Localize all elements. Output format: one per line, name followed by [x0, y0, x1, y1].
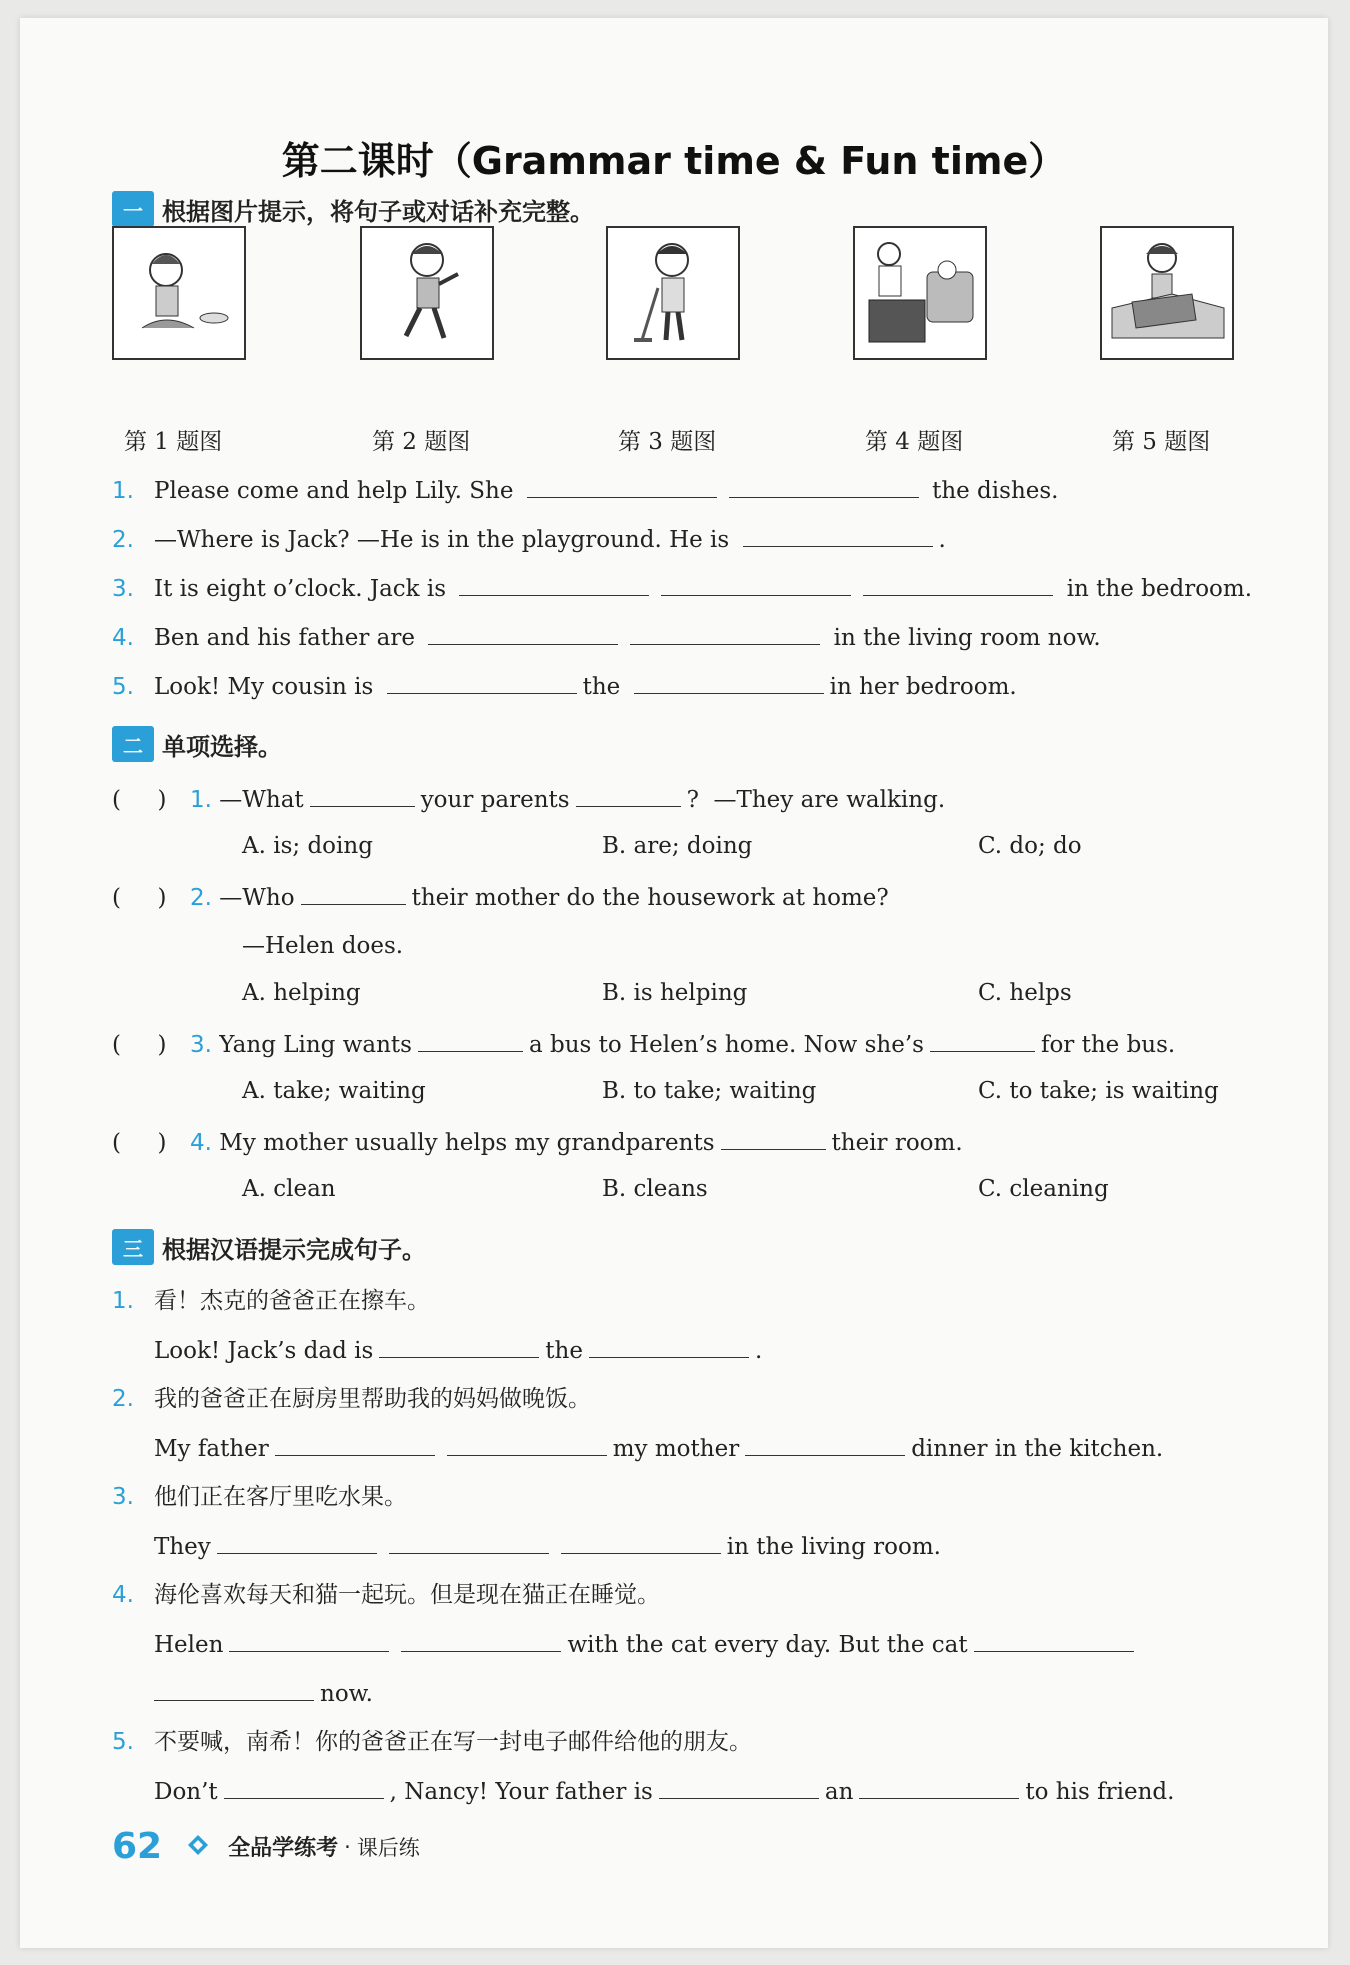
answer-blank[interactable]	[224, 1776, 384, 1799]
section-badge: 二	[112, 726, 154, 762]
picture-1-girl-washing-dishes	[112, 226, 246, 360]
s1-question-5: 5. Look! My cousin is the in her bedroom.	[112, 671, 1017, 702]
s2-question-1: ( ) 1. —What your parents ? —They are walking.	[112, 784, 945, 815]
answer-blank[interactable]	[589, 1335, 749, 1358]
s2-question-3: ( ) 3. Yang Ling wants a bus to Helen’s home. Now she’s for the bus.	[112, 1029, 1175, 1060]
s3-question-3-chinese: 3. 他们正在客厅里吃水果。	[112, 1484, 407, 1510]
answer-blank[interactable]	[561, 1531, 721, 1554]
page-footer	[112, 1826, 420, 1867]
worksheet-page	[20, 18, 1328, 1948]
option-b[interactable]: B. is helping	[602, 980, 748, 1006]
caption-picture-1: 第 1 题图	[124, 429, 223, 455]
s2-question-2: ( ) 2. —Who their mother do the housework at home?	[112, 882, 889, 913]
s1-question-3: 3. It is eight o’clock. Jack is in the bedroom.	[112, 573, 1252, 604]
s3-question-1-english: Look! Jack’s dad is the .	[154, 1335, 762, 1366]
answer-blank[interactable]	[447, 1433, 607, 1456]
s2-question-2-answer: —Helen does.	[242, 933, 404, 959]
answer-blank[interactable]	[401, 1629, 561, 1652]
answer-blank[interactable]	[743, 524, 933, 547]
answer-blank[interactable]	[418, 1029, 523, 1052]
answer-blank[interactable]	[310, 784, 415, 807]
option-c[interactable]: C. cleaning	[978, 1176, 1109, 1202]
s3-question-3-english: They in the living room.	[154, 1531, 941, 1562]
answer-blank[interactable]	[974, 1629, 1134, 1652]
s1-question-2: 2. —Where is Jack? —He is in the playground. He is .	[112, 524, 946, 555]
option-b[interactable]: B. cleans	[602, 1176, 708, 1202]
answer-blank[interactable]	[930, 1029, 1035, 1052]
answer-blank[interactable]	[428, 622, 618, 645]
picture-2-boy-running	[360, 226, 494, 360]
answer-blank[interactable]	[217, 1531, 377, 1554]
answer-blank[interactable]	[659, 1776, 819, 1799]
s3-question-2-english: My father my mother dinner in the kitchen.	[154, 1433, 1163, 1464]
option-a[interactable]: A. is; doing	[242, 833, 373, 859]
answer-blank[interactable]	[527, 475, 717, 498]
section-title: 根据图片提示，将句子或对话补充完整。	[162, 197, 594, 226]
section-1-header	[112, 190, 594, 228]
answer-blank[interactable]	[634, 671, 824, 694]
option-a[interactable]: A. take; waiting	[242, 1078, 426, 1104]
s3-question-1-chinese: 1. 看！杰克的爸爸正在擦车。	[112, 1288, 430, 1314]
picture-5-girl-making-bed	[1100, 226, 1234, 360]
section-badge: 三	[112, 1229, 154, 1265]
answer-blank[interactable]	[863, 573, 1053, 596]
section-title: 根据汉语提示完成句子。	[162, 1235, 426, 1264]
option-a[interactable]: A. helping	[242, 980, 361, 1006]
s3-question-4-english: Helen with the cat every day. But the cat	[154, 1629, 1140, 1660]
answer-blank[interactable]	[745, 1433, 905, 1456]
s2-question-4: ( ) 4. My mother usually helps my grandparents their room.	[112, 1127, 963, 1158]
s3-question-4-chinese: 4. 海伦喜欢每天和猫一起玩。但是现在猫正在睡觉。	[112, 1582, 660, 1608]
option-b[interactable]: B. are; doing	[602, 833, 753, 859]
caption-picture-2: 第 2 题图	[372, 429, 471, 455]
answer-blank[interactable]	[729, 475, 919, 498]
caption-picture-3: 第 3 题图	[618, 429, 717, 455]
answer-blank[interactable]	[859, 1776, 1019, 1799]
s1-question-4: 4. Ben and his father are in the living room now.	[112, 622, 1101, 653]
footer-subtitle: 课后练	[356, 1835, 420, 1860]
section-badge: 一	[112, 191, 154, 227]
option-b[interactable]: B. to take; waiting	[602, 1078, 817, 1104]
answer-blank[interactable]	[379, 1335, 539, 1358]
answer-blank[interactable]	[576, 784, 681, 807]
picture-4-watching-tv	[853, 226, 987, 360]
option-c[interactable]: C. do; do	[978, 833, 1082, 859]
option-a[interactable]: A. clean	[242, 1176, 336, 1202]
answer-blank[interactable]	[275, 1433, 435, 1456]
answer-blank[interactable]	[389, 1531, 549, 1554]
page-number: 62	[112, 1826, 163, 1867]
section-title: 单项选择。	[162, 732, 282, 761]
section-2-header	[112, 725, 282, 763]
s3-question-5-chinese: 5. 不要喊，南希！你的爸爸正在写一封电子邮件给他的朋友。	[112, 1729, 752, 1755]
caption-picture-5: 第 5 题图	[1112, 429, 1211, 455]
s3-question-5-english: Don’t , Nancy! Your father is an to his friend.	[154, 1776, 1174, 1807]
section-3-header	[112, 1228, 426, 1266]
option-c[interactable]: C. helps	[978, 980, 1072, 1006]
answer-blank[interactable]	[154, 1678, 314, 1701]
answer-blank[interactable]	[301, 882, 406, 905]
s1-question-1: 1. Please come and help Lily. She the dishes.	[112, 475, 1058, 506]
diamond-icon	[186, 1833, 210, 1861]
answer-blank[interactable]	[459, 573, 649, 596]
caption-picture-4: 第 4 题图	[865, 429, 964, 455]
answer-blank[interactable]	[387, 671, 577, 694]
footer-separator: ·	[344, 1834, 351, 1859]
brand-name: 全品学练考	[228, 1836, 339, 1861]
answer-blank[interactable]	[721, 1127, 826, 1150]
answer-blank[interactable]	[661, 573, 851, 596]
option-c[interactable]: C. to take; is waiting	[978, 1078, 1219, 1104]
answer-blank[interactable]	[229, 1629, 389, 1652]
s3-question-2-chinese: 2. 我的爸爸正在厨房里帮助我的妈妈做晚饭。	[112, 1386, 591, 1412]
page-title: 第二课时（Grammar time & Fun time）	[281, 139, 1067, 183]
answer-blank[interactable]	[630, 622, 820, 645]
picture-3-boy-sweeping	[606, 226, 740, 360]
s3-question-4-english-cont: now.	[154, 1678, 373, 1709]
